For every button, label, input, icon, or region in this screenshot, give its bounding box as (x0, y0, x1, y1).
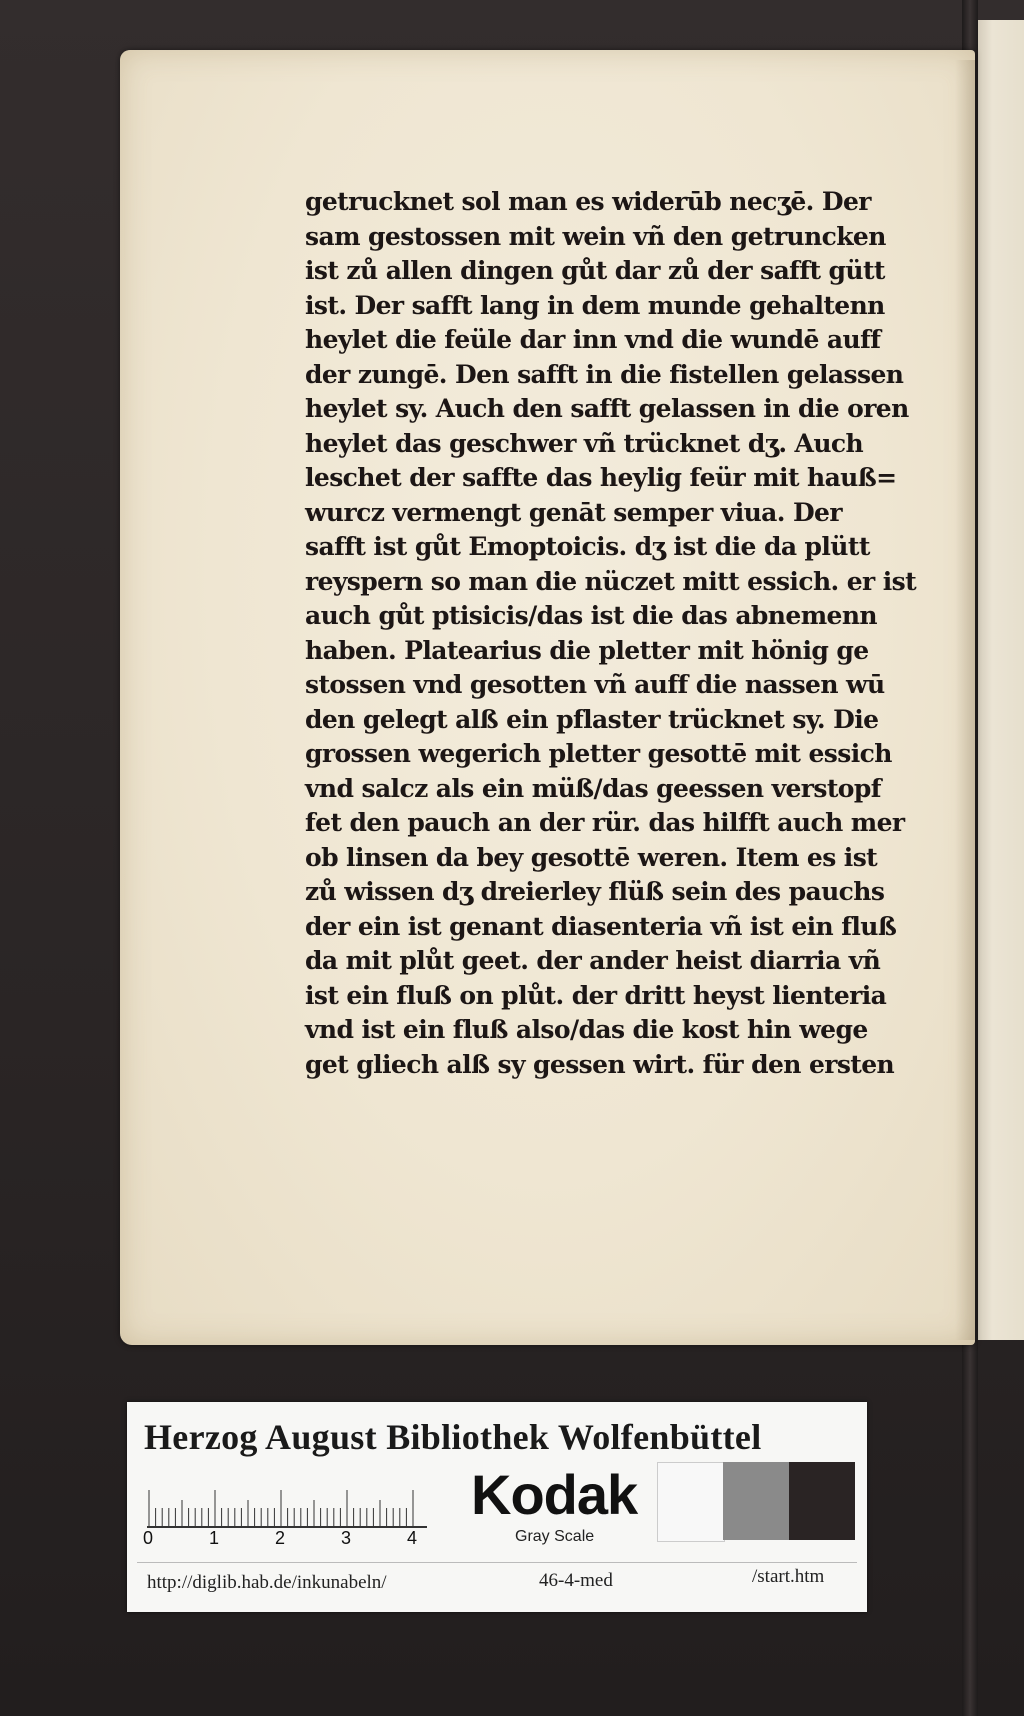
ruler-number: 1 (209, 1528, 220, 1548)
text-line: da mit plůt geet. der ander heist diarria vñ (305, 946, 881, 975)
shelfmark: 46-4-med (539, 1570, 613, 1591)
gray-scale-label: Gray Scale (515, 1528, 595, 1545)
text-line: leschet der saffte das heylig feür mit hauß= (305, 463, 897, 492)
url-suffix: /start.htm (752, 1566, 825, 1587)
text-line: fet den pauch an der rür. das hilfft auch mer (305, 808, 905, 837)
text-line: ob linsen da bey gesottē weren. Item es ist (305, 842, 878, 872)
white-patch (657, 1462, 725, 1542)
ruler (143, 1474, 427, 1548)
text-line: heylet das geschwer vñ trücknet dʒ. Auch (305, 428, 864, 458)
color-target-strip (127, 1402, 867, 1612)
ruler-number: 2 (275, 1528, 286, 1548)
gray-patch (723, 1462, 789, 1540)
text-line: den gelegt alß ein pflaster trücknet sy. Die (305, 704, 879, 734)
text-line: ist ein fluß on plůt. der dritt heyst lienteria (305, 980, 887, 1010)
dark-patch (789, 1462, 855, 1540)
page-shadow (955, 60, 975, 1340)
text-line: get gliech alß sy gessen wirt. für den ersten (305, 1049, 895, 1079)
text-line: sam gestossen mit wein vñ den getruncken (305, 221, 886, 251)
text-line: grossen wegerich pletter gesottē mit essich (305, 739, 892, 768)
text-line: vnd salcz als ein müß/das geessen verstopf (305, 773, 881, 803)
ruler-number: 4 (407, 1528, 418, 1548)
text-line: heylet sy. Auch den safft gelassen in die oren (305, 394, 909, 423)
text-line: ist. Der safft lang in dem munde gehaltenn (305, 290, 885, 320)
url-prefix: http://diglib.hab.de/inkunabeln/ (147, 1572, 387, 1593)
text-line: zů wissen dʒ dreierley flüß sein des pauchs (305, 877, 885, 906)
kodak-wordmark: Kodak (471, 1463, 638, 1526)
text-line: haben. Platearius die pletter mit hönig ge (305, 635, 869, 665)
divider (137, 1562, 857, 1563)
text-line: der zungē. Den safft in die fistellen gelassen (305, 359, 904, 389)
text-line: reyspern so man die nüczet mitt essich. er ist (305, 566, 917, 596)
ruler-number: 0 (143, 1528, 154, 1548)
text-line: auch gůt ptisicis/das ist die das abnemenn (305, 601, 878, 630)
page-text (305, 185, 915, 1082)
text-line: der ein ist genant diasenteria vñ ist ein fluß (305, 911, 897, 941)
text-line: safft ist gůt Emoptoicis. dʒ ist die da plütt (305, 532, 870, 561)
ruler-ticks (147, 1474, 427, 1530)
text-line: stossen vnd gesotten vñ auff die nassen wū (305, 670, 885, 699)
ruler-number: 3 (341, 1528, 352, 1548)
text-line: wurcz vermengt genāt semper viua. Der (305, 497, 842, 527)
facing-page-edge (975, 20, 1024, 1340)
text-line: ist zů allen dingen gůt dar zů der safft gütt (305, 256, 885, 285)
text-line: getrucknet sol man es widerūb necʒē. Der (305, 187, 871, 216)
text-line: vnd ist ein fluß also/das die kost hin wege (305, 1015, 868, 1044)
text-line: heylet die feüle dar inn vnd die wundē auff (305, 325, 881, 354)
kodak-logo (465, 1462, 655, 1552)
institution-name: Herzog August Bibliothek Wolfenbüttel (144, 1417, 762, 1457)
